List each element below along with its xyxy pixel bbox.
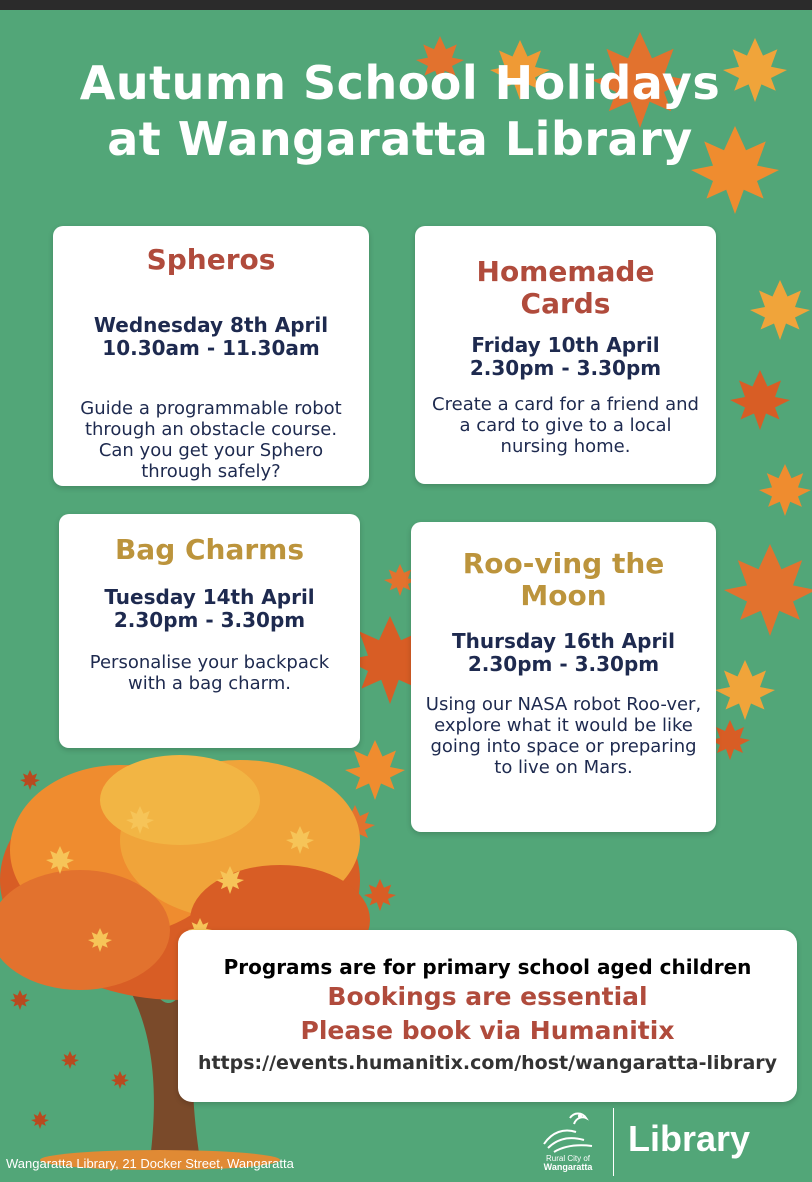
program-description: Using our NASA robot Roo-ver, explore what it would be like going into space or preparing to live on Mars.	[425, 694, 702, 778]
program-time: 2.30pm - 3.30pm	[113, 608, 306, 632]
page-title	[20, 55, 780, 167]
council-name-line1: Rural City of	[545, 1154, 590, 1163]
program-description: Personalise your backpack with a bag charm.	[89, 652, 330, 694]
booking-url-link[interactable]: https://events.humanitix.com/host/wangaratta-library	[197, 1052, 778, 1074]
program-card-spheros	[53, 226, 369, 486]
logo-divider	[613, 1108, 614, 1176]
program-date: Wednesday 8th April	[93, 313, 329, 337]
library-label: Library	[628, 1118, 751, 1159]
council-name-line2: Wangaratta	[543, 1162, 593, 1172]
council-logo	[536, 1108, 600, 1178]
program-title: Spheros	[146, 243, 276, 276]
program-time: 10.30am - 11.30am	[102, 336, 320, 360]
title-line-2: at Wangaratta Library	[107, 112, 693, 166]
program-time: 2.30pm - 3.30pm	[469, 356, 662, 380]
bookings-essential-text: Bookings are essential	[327, 982, 648, 1011]
program-title: Roo-ving the Moon	[462, 547, 665, 612]
book-via-text: Please book via Humanitix	[300, 1016, 675, 1045]
program-time: 2.30pm - 3.30pm	[467, 652, 660, 676]
library-address: Wangaratta Library, 21 Docker Street, Wangaratta	[6, 1156, 294, 1171]
program-date: Tuesday 14th April	[104, 585, 315, 609]
audience-text: Programs are for primary school aged children	[223, 955, 752, 979]
program-card-roo-ving-the-moon	[411, 522, 716, 832]
title-line-1: Autumn School Holidays	[79, 56, 721, 110]
program-card-homemade-cards	[415, 226, 716, 484]
program-title: Bag Charms	[114, 533, 305, 566]
program-date: Thursday 16th April	[451, 629, 676, 653]
program-title: Homemade Cards	[476, 255, 655, 320]
council-bird-logo-icon	[536, 1108, 600, 1154]
program-date: Friday 10th April	[471, 333, 660, 357]
program-description: Create a card for a friend and a card to give to a local nursing home.	[432, 394, 699, 457]
program-description: Guide a programmable robot through an obstacle course. Can you get your Sphero through safely?	[80, 398, 342, 482]
booking-info-box	[178, 930, 797, 1102]
program-card-bag-charms	[59, 514, 360, 748]
